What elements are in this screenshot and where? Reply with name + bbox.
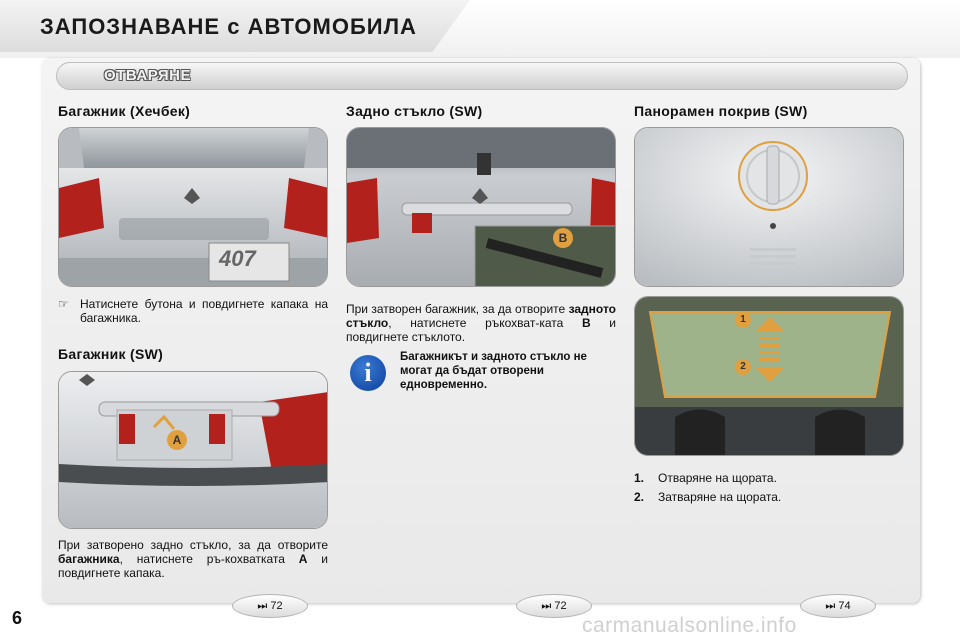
photo-hatchback-trunk (58, 127, 328, 287)
info-icon: i (350, 355, 386, 391)
photo-panoramic-roof (634, 296, 904, 456)
sw-trunk-instruction (58, 538, 328, 580)
section-label: ОТВАРЯНЕ (104, 67, 191, 84)
page-ref-link[interactable] (516, 594, 592, 618)
fast-forward-icon: ⏭ (257, 600, 268, 612)
sw-trunk-illustration (59, 372, 328, 529)
page-ref-link[interactable] (800, 594, 876, 618)
rear-window-text-bold-1: задното стъкло (346, 302, 616, 330)
list-item (634, 488, 781, 507)
photo-sw-trunk (58, 371, 328, 529)
model-badge: 407 (219, 246, 256, 271)
hatchback-trunk-illustration (59, 128, 328, 287)
heading-rear-window: Задно стъкло (SW) (346, 103, 483, 119)
sw-trunk-text-bold-1: багажника (58, 552, 120, 566)
arrow-right-icon: ☞ (58, 297, 69, 311)
marker-1: 1 (735, 312, 751, 328)
page-ref-label: 72 (554, 600, 567, 612)
roof-control-illustration (635, 128, 904, 287)
rear-window-text-3: и повдигнете стъклото. (346, 316, 616, 344)
marker-2: 2 (735, 359, 751, 375)
marker-a: A (167, 430, 187, 450)
rear-window-text-2: , натиснете ръкохват-ката (388, 316, 582, 330)
photo-roof-control (634, 127, 904, 287)
rear-window-illustration (347, 128, 616, 287)
sw-trunk-text-2: , натиснете ръ-кохватката (119, 552, 299, 566)
watermark: carmanualsonline.info (582, 614, 797, 637)
heading-panoramic-roof: Панорамен покрив (SW) (634, 103, 808, 119)
fast-forward-icon: ⏭ (825, 600, 836, 612)
list-item-text: Затваряне на щората. (658, 490, 782, 504)
rear-window-text-1: При затворен багажник, за да отворите (346, 302, 569, 316)
fast-forward-icon: ⏭ (541, 600, 552, 612)
list-item (634, 469, 781, 488)
photo-rear-window (346, 127, 616, 287)
sw-trunk-text-1: При затворено задно стъкло, за да отворите (58, 538, 328, 552)
list-item-number: 1. (634, 471, 645, 485)
page-ref-link[interactable] (232, 594, 308, 618)
rear-window-text-bold-2: B (581, 316, 591, 330)
page-title: ЗАПОЗНАВАНЕ с АВТОМОБИЛА (40, 14, 417, 39)
page-ref-label: 72 (270, 600, 283, 612)
info-note: Багажникът и задното стъкло не могат да бъдат отворени едновременно. (400, 351, 587, 391)
rear-window-instruction (346, 302, 616, 344)
list-item-number: 2. (634, 490, 645, 504)
sw-trunk-text-3: и повдигнете капака. (58, 552, 328, 580)
hatchback-instruction: Натиснете бутона и повдигнете капака на багажника. (80, 297, 328, 325)
sw-trunk-text-bold-2: A (298, 552, 308, 566)
heading-trunk-sw: Багажник (SW) (58, 346, 164, 362)
list-item-text: Отваряне на щората. (658, 471, 777, 485)
panoramic-roof-illustration (635, 297, 904, 456)
roof-steps-list (634, 469, 781, 507)
marker-b: B (553, 228, 573, 248)
heading-trunk-hatchback: Багажник (Хечбек) (58, 103, 191, 119)
page-ref-label: 74 (838, 600, 851, 612)
page-number: 6 (12, 608, 23, 628)
